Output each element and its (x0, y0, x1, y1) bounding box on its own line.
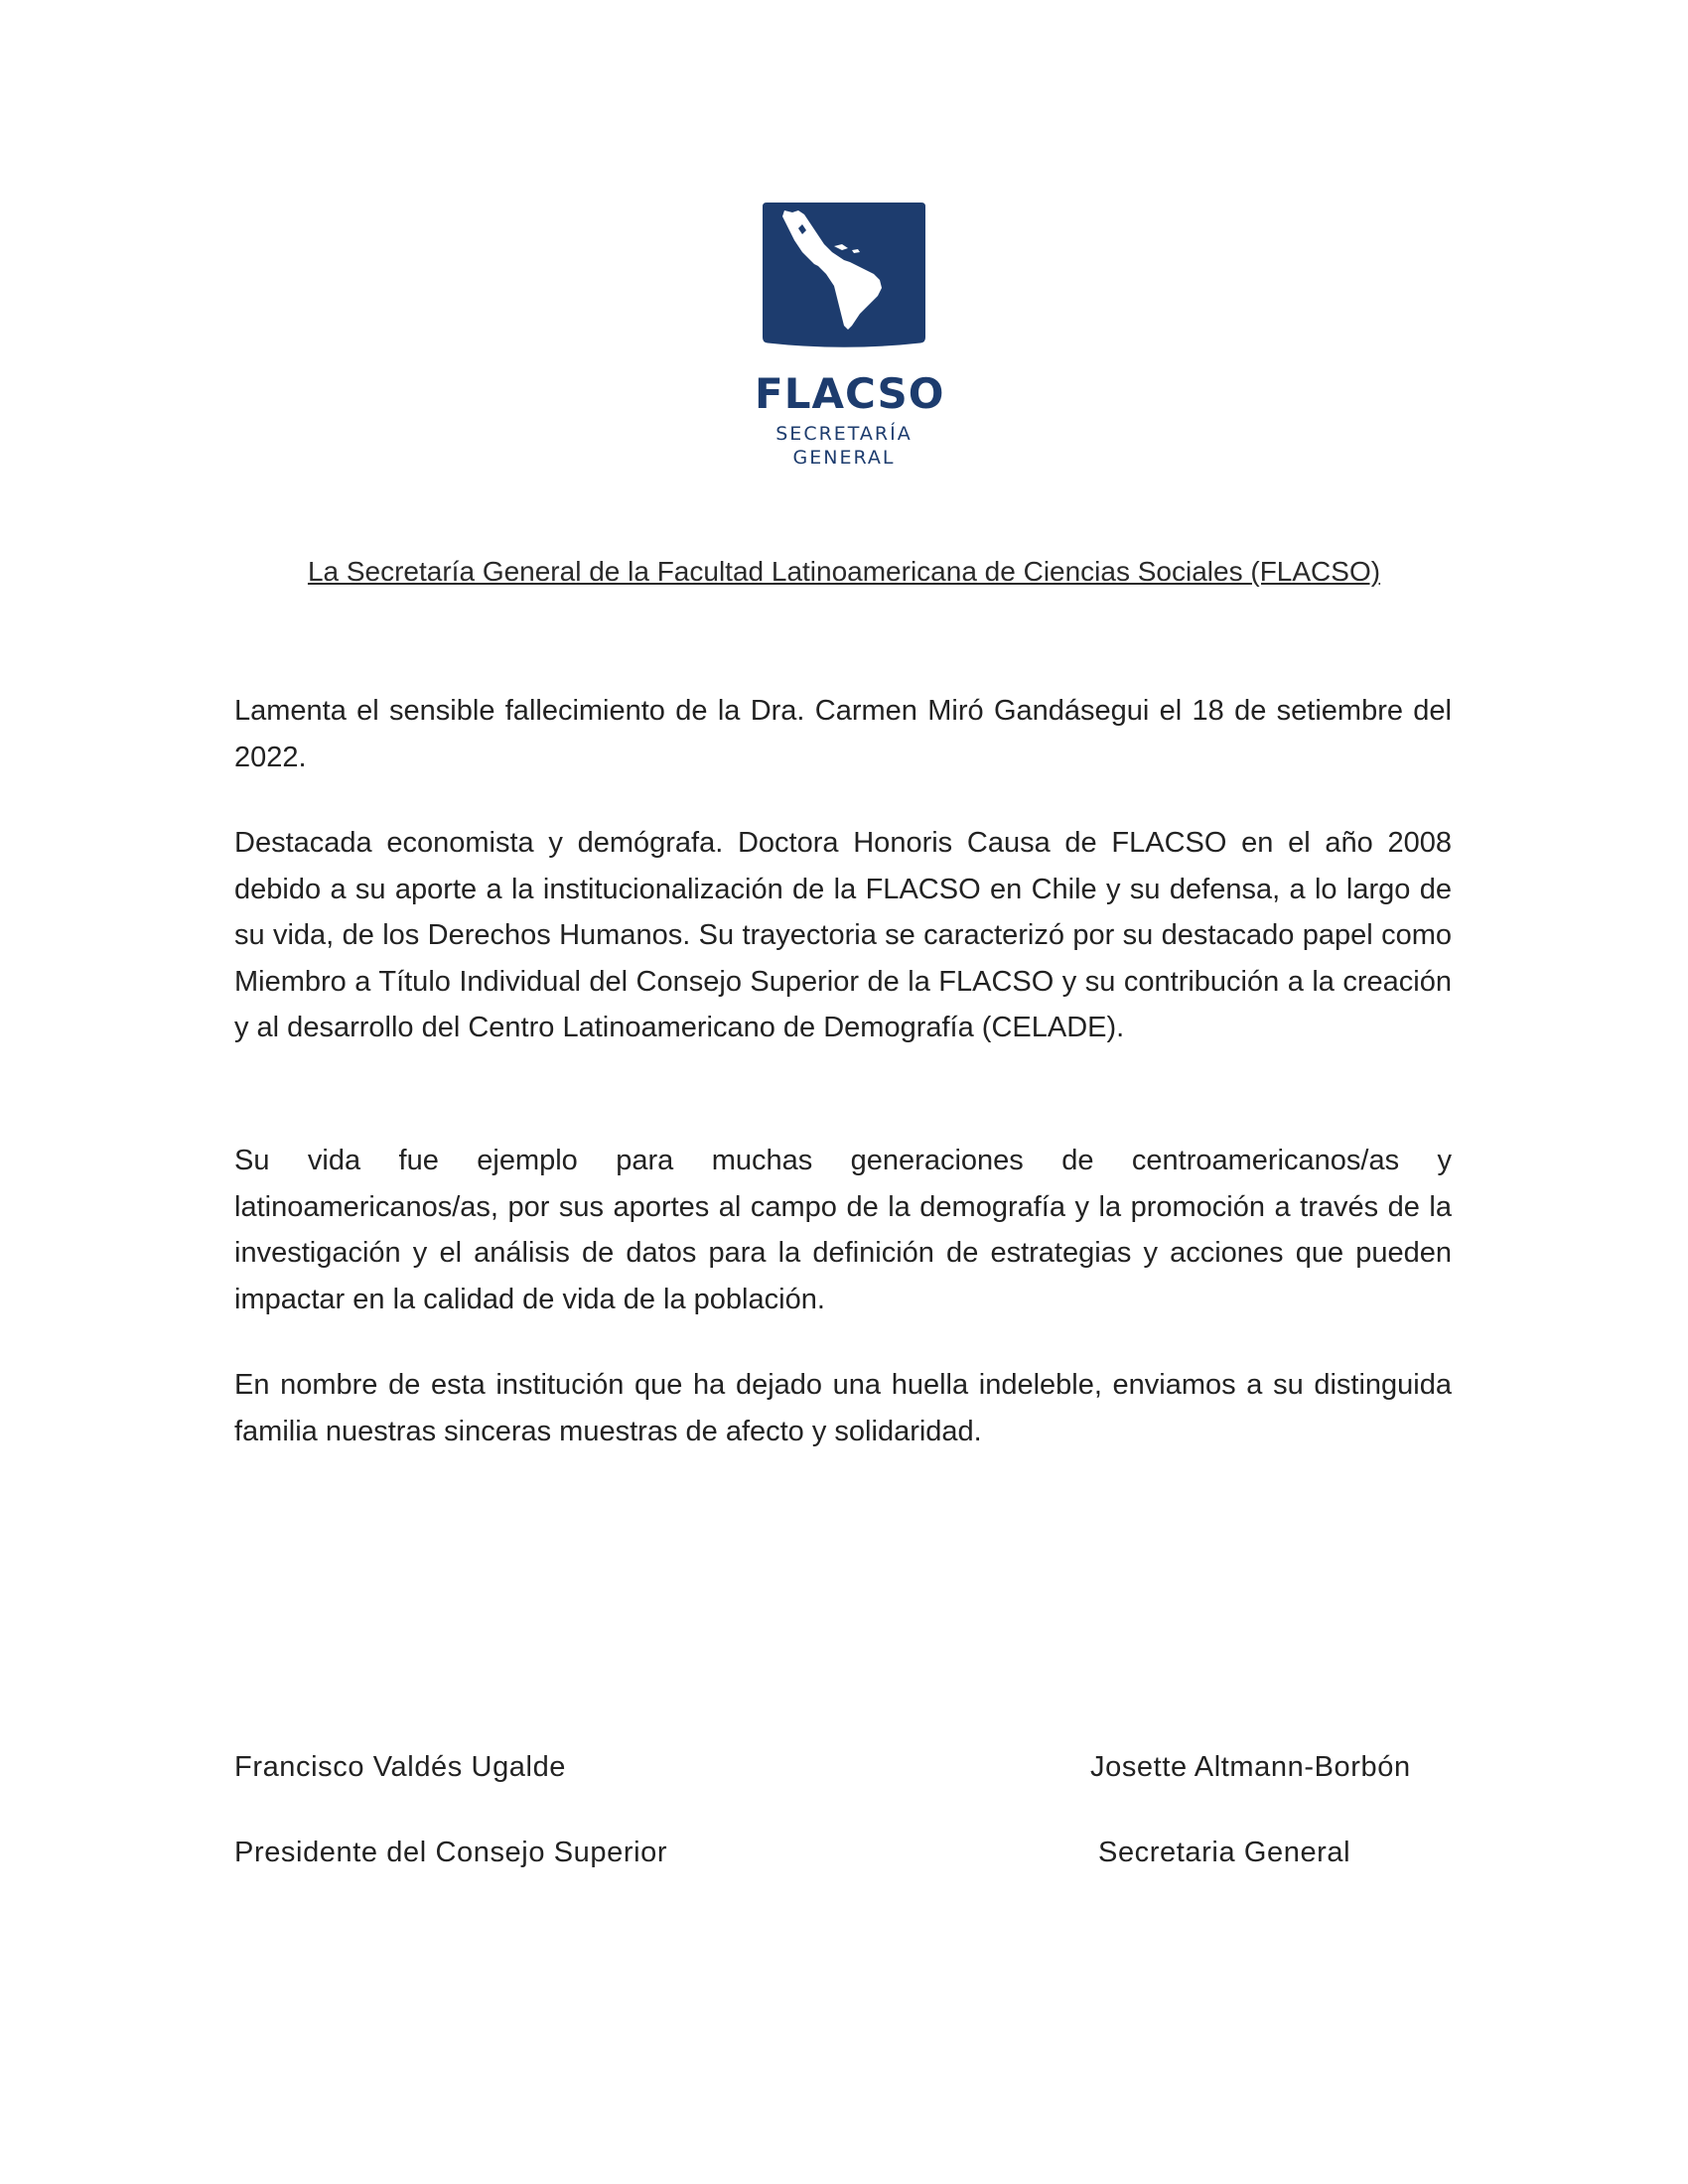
logo-wordmark: FLACSO (755, 369, 945, 418)
logo-subtitle-line1: SECRETARÍA (775, 423, 913, 445)
signature-left-name: Francisco Valdés Ugalde (234, 1751, 567, 1783)
signature-right-name: Josette Altmann-Borbón (1090, 1751, 1411, 1783)
latin-america-map-icon (763, 203, 925, 347)
document-heading: La Secretaría General de la Facultad Latinoamericana de Ciencias Sociales (FLACSO) (307, 556, 1381, 587)
paragraph-biography: Destacada economista y demógrafa. Doctora Honoris Causa de FLACSO en el año 2008 debido a su aporte a la institucionalización de la FLACSO en Chile y su defensa, a lo largo de su vida, de los Derechos Humanos. Su trayectoria se caracterizó por su destacado papel como Miembro a Título Individual del Consejo Superior de la FLACSO y su contribución a la creación y al desarrollo del Centro Latinoamericano de Demografía (CELADE). (234, 827, 1452, 1043)
signature-left-role: Presidente del Consejo Superior (234, 1837, 668, 1868)
paragraph-closing: En nombre de esta institución que ha dejado una huella indeleble, enviamos a su distinguida familia nuestras sinceras muestras de afecto y solidaridad. (234, 1369, 1452, 1447)
paragraph-condolence: Lamenta el sensible fallecimiento de la Dra. Carmen Miró Gandásegui el 18 de setiembre del 2022. (234, 695, 1452, 773)
signature-right-role: Secretaria General (1098, 1837, 1351, 1868)
paragraph-legacy: Su vida fue ejemplo para muchas generaciones de centroamericanos/as y latinoamericanos/as, por sus aportes al campo de la demografía y la promoción a través de la investigación y el análisis de datos para la definición de estrategias y acciones que pueden impactar en la calidad de vida de la población. (234, 1145, 1452, 1315)
logo-subtitle-line2: GENERAL (792, 447, 896, 469)
